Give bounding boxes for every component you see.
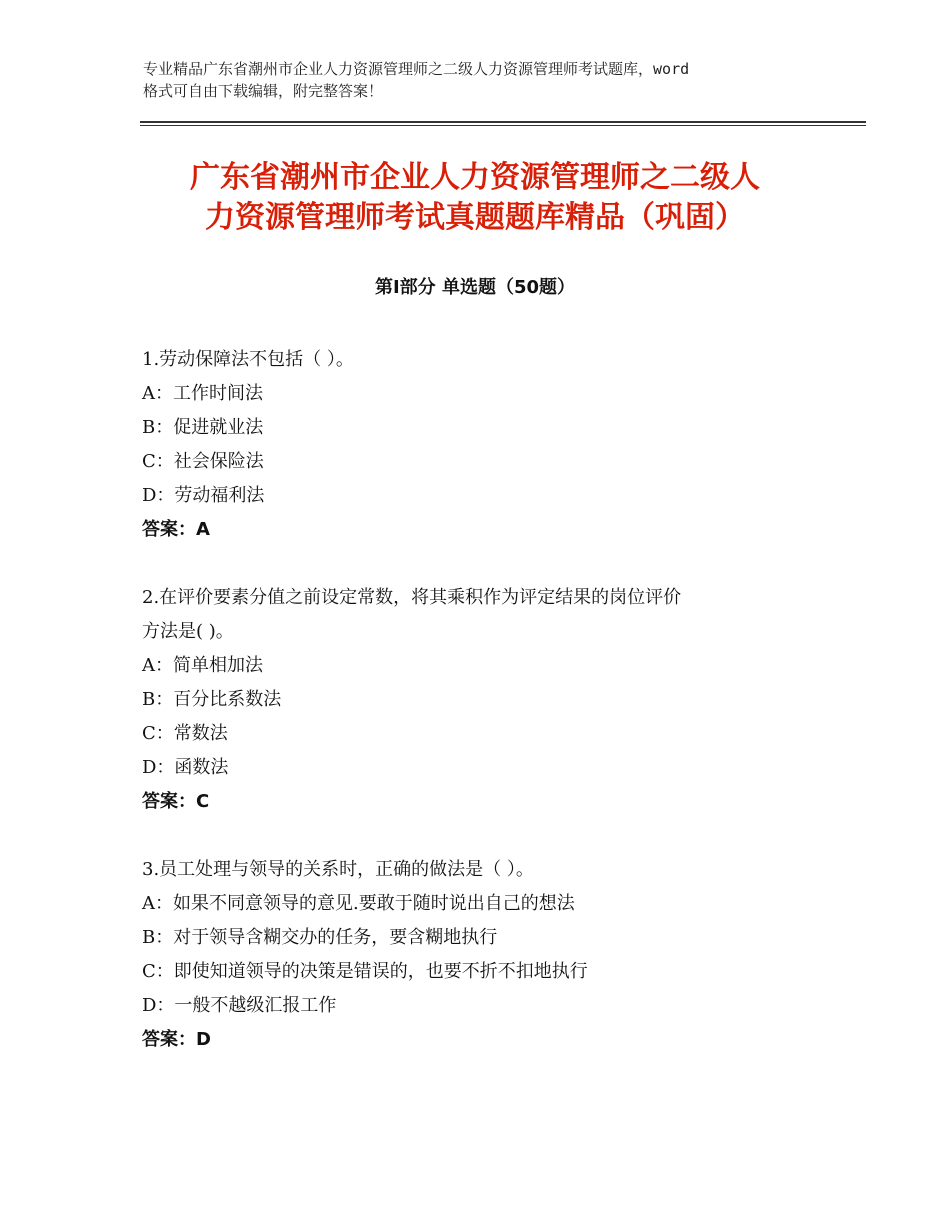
option-b: B：对于领导含糊交办的任务，要含糊地执行	[142, 927, 498, 948]
document-title-line: 力资源管理师考试真题题库精品（巩固）	[205, 200, 745, 235]
section-heading: 第Ⅰ部分 单选题（50题）	[374, 277, 575, 298]
option-c: C：社会保险法	[142, 451, 264, 472]
option-b: B：百分比系数法	[142, 689, 282, 710]
header-note-line: 专业精品广东省潮州市企业人力资源管理师之二级人力资源管理师考试题库，word	[143, 60, 690, 78]
question-2	[142, 581, 822, 819]
question-list	[142, 343, 822, 1091]
option-c: C：即使知道领导的决策是错误的，也要不折不扣地执行	[142, 961, 588, 982]
header-rule-thin	[140, 125, 866, 126]
question-stem: 1.劳动保障法不包括（ ）。	[142, 349, 354, 370]
question-stem: 3.员工处理与领导的关系时，正确的做法是（ ）。	[142, 859, 534, 880]
option-d: D：劳动福利法	[142, 485, 265, 506]
header-rule-thick	[140, 121, 866, 123]
header-note	[143, 58, 833, 102]
question-stem: 方法是( )。	[142, 621, 234, 642]
answer-label: 答案：C	[142, 791, 210, 812]
option-a: A：简单相加法	[142, 655, 263, 676]
document-title	[140, 158, 810, 238]
option-c: C：常数法	[142, 723, 228, 744]
option-b: B：促进就业法	[142, 417, 264, 438]
option-a: A：如果不同意领导的意见.要敢于随时说出自己的想法	[142, 893, 575, 914]
question-3	[142, 853, 822, 1057]
header-note-line: 格式可自由下载编辑，附完整答案！	[143, 82, 384, 100]
option-a: A：工作时间法	[142, 383, 263, 404]
question-stem: 2.在评价要素分值之前设定常数，将其乘积作为评定结果的岗位评价	[142, 587, 682, 608]
answer-label: 答案：D	[142, 1029, 211, 1050]
answer-label: 答案：A	[142, 519, 210, 540]
option-d: D：函数法	[142, 757, 229, 778]
question-1	[142, 343, 822, 547]
document-title-line: 广东省潮州市企业人力资源管理师之二级人	[190, 160, 760, 195]
option-d: D：一般不越级汇报工作	[142, 995, 337, 1016]
